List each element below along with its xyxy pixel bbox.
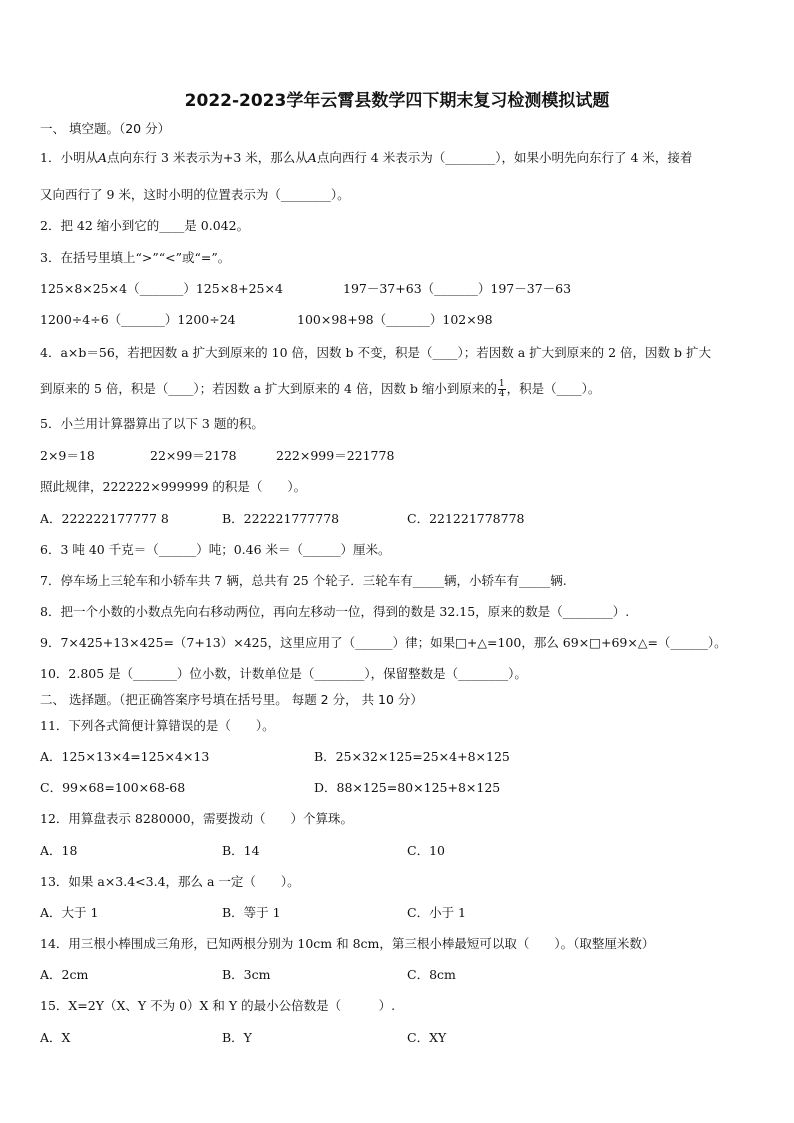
question-2: 2．把 42 缩小到它的____是 0.042。 [40,218,250,233]
q1-text-b: 点向东行 3 米表示为+3 米，那么从 [106,150,308,165]
q11-option-b[interactable]: B．25×32×125=25×4+8×125 [314,749,510,764]
q11-option-a[interactable]: A．125×13×4=125×4×13 [40,749,210,764]
q1-text-a: 1．小明从 [40,150,98,165]
question-5-examples [40,448,395,464]
q15-option-c[interactable]: C．XY [407,1030,447,1045]
q5-option-b[interactable]: B．222221777778 [222,511,340,526]
question-13: 13．如果 a×3.4<3.4，那么 a 一定（ ）。 [40,874,300,889]
q1-text-c: 点向西行 4 米表示为（________），如果小明先向东行了 4 米，接着 [316,150,693,165]
q3-expr-4: 100×98+98（_______）102×98 [297,312,493,327]
question-5-options [40,511,525,527]
q14-option-a[interactable]: A．2cm [40,967,89,982]
q3-expr-2: 197－37+63（_______）197－37－63 [343,281,572,296]
q14-option-c[interactable]: C．8cm [407,967,456,982]
question-3-row-2 [40,312,493,328]
question-9: 9．7×425+13×425=（7+13）×425，这里应用了（______）律；如果□+△=100，那么 69×□+69×△=（______）。 [40,635,727,650]
page-title: 2022-2023学年云霄县数学四下期末复习检测模拟试题 [184,91,610,111]
q12-option-c[interactable]: C．10 [407,843,445,858]
q11-option-d[interactable]: D．88×125=80×125+8×125 [314,780,501,795]
q5-example-3: 222×999＝221778 [276,448,395,463]
question-14-options [40,967,456,983]
question-11-options-row-2 [40,780,501,796]
question-7: 7．停车场上三轮车和小轿车共 7 辆，总共有 25 个轮子．三轮车有_____辆，小轿车有_____辆. [40,573,567,588]
q1-var-a-2: A [307,150,317,165]
q13-option-b[interactable]: B．等于 1 [222,905,281,920]
question-12: 12．用算盘表示 8280000，需要拨动（ ）个算珠。 [40,811,354,826]
question-4-line-2 [40,380,600,399]
q4-text-a: 到原来的 5 倍，积是（____）；若因数 a 扩大到原来的 4 倍，因数 b 缩小到原来的 [40,381,497,396]
question-3: 3．在括号里填上“>”“<”或“=”。 [40,250,231,265]
question-1-line-1 [40,150,692,166]
q11-option-c[interactable]: C．99×68=100×68-68 [40,780,186,795]
q13-option-a[interactable]: A．大于 1 [40,905,99,920]
question-3-row-1 [40,281,572,297]
question-1-line-2: 又向西行了 9 米，这时小明的位置表示为（________）。 [40,187,350,202]
q5-option-c[interactable]: C．221221778778 [407,511,525,526]
question-12-options [40,843,445,859]
q5-example-2: 22×99＝2178 [150,448,237,463]
q12-option-b[interactable]: B．14 [222,843,260,858]
question-11: 11．下列各式简便计算错误的是（ ）。 [40,718,275,733]
q14-option-b[interactable]: B．3cm [222,967,271,982]
question-5-question: 照此规律，222222×999999 的积是（ ）。 [40,479,307,494]
question-15: 15．X=2Y（X、Y 不为 0）X 和 Y 的最小公倍数是（ ）. [40,998,396,1013]
question-14: 14．用三根小棒围成三角形，已知两根分别为 10cm 和 8cm，第三根小棒最短可以取（ ）。（取整厘米数） [40,936,655,951]
question-10: 10．2.805 是（_______）位小数，计数单位是（________），保留整数是（________）。 [40,666,527,681]
q4-text-b: ，积是（____）。 [506,381,601,396]
question-4-line-1: 4．a×b＝56，若把因数 a 扩大到原来的 10 倍，因数 b 不变，积是（____）；若因数 a 扩大到原来的 2 倍，因数 b 扩大 [40,345,711,360]
q5-option-a[interactable]: A．222222177777 8 [40,511,169,526]
q5-example-1: 2×9＝18 [40,448,95,463]
q1-var-a: A [97,150,107,165]
question-13-options [40,905,466,921]
question-11-options-row-1 [40,749,510,765]
q12-option-a[interactable]: A．18 [40,843,78,858]
q13-option-c[interactable]: C．小于 1 [407,905,466,920]
question-15-options [40,1030,447,1046]
q15-option-a[interactable]: A．X [40,1030,71,1045]
q15-option-b[interactable]: B．Y [222,1030,252,1045]
q3-expr-1: 125×8×25×4（_______）125×8+25×4 [40,281,283,296]
q3-expr-3: 1200÷4÷6（_______）1200÷24 [40,312,236,327]
question-5: 5．小兰用计算器算出了以下 3 题的积。 [40,416,264,431]
section-1-heading: 一、 填空题。（20 分） [40,121,171,136]
question-6: 6．3 吨 40 千克＝（______）吨；0.46 米＝（______）厘米。 [40,542,391,557]
question-8: 8．把一个小数的小数点先向右移动两位，再向左移动一位，得到的数是 32.15，原来的数是（________）. [40,604,630,619]
one-quarter-fraction: $\frac{1}{4}$ [498,379,505,399]
section-2-heading: 二、 选择题。（把正确答案序号填在括号里。 每题 2 分， 共 10 分） [40,692,423,707]
